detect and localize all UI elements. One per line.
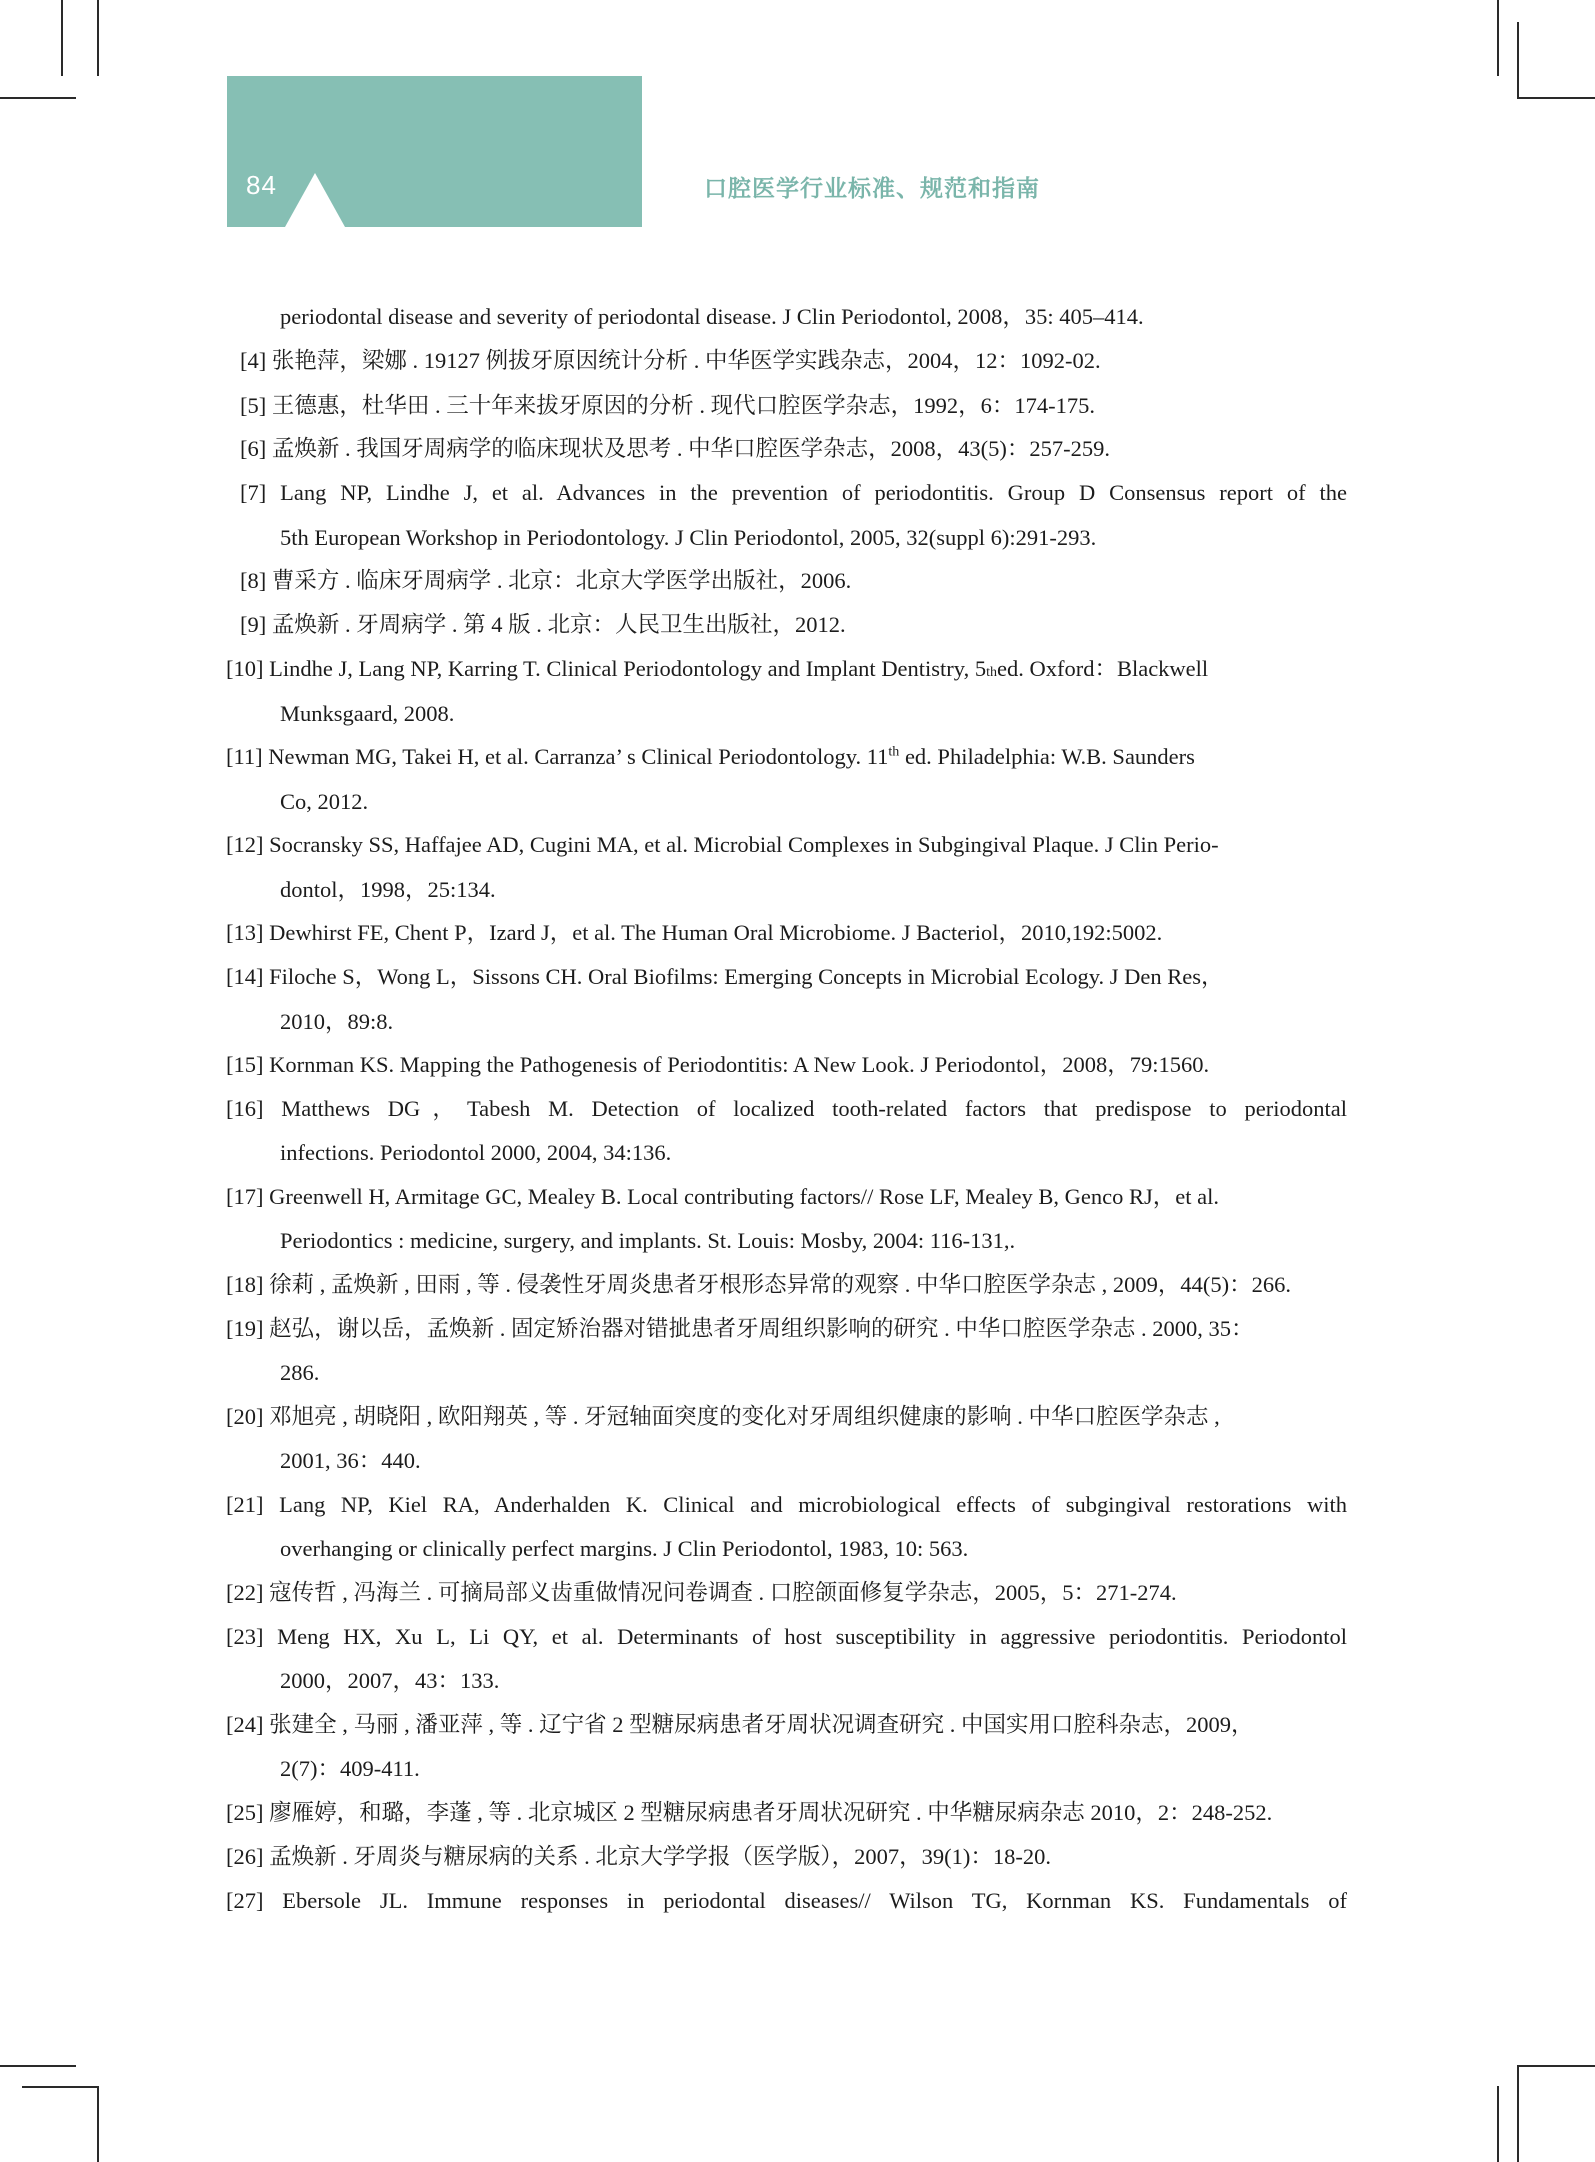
reference-line: [5] 王德惠，杜华田 . 三十年来拔牙原因的分析 . 现代口腔医学杂志，1992，6：174-175. bbox=[240, 393, 1095, 418]
crop-mark-bottom-left-vertical bbox=[97, 2086, 99, 2162]
crop-mark-bottom-left-inner-h bbox=[22, 2086, 98, 2088]
reference-line: [21] Lang NP, Kiel RA, Anderhalden K. Clinical and microbiological effects of subgingival restorations with bbox=[226, 1492, 1347, 1517]
reference-line: [22] 寇传哲 , 冯海兰 . 可摘局部义齿重做情况问卷调查 . 口腔颌面修复学杂志，2005，5：271-274. bbox=[226, 1580, 1177, 1605]
crop-mark-top-left-vertical bbox=[97, 0, 99, 76]
reference-line: [4] 张艳萍，梁娜 . 19127 例拔牙原因统计分析 . 中华医学实践杂志，2004，12：1092-02. bbox=[240, 348, 1101, 373]
reference-line: [16] Matthews DG，Tabesh M. Detection of localized tooth-related factors that predispose to periodontal bbox=[226, 1096, 1347, 1121]
crop-mark-bottom-right-horizontal bbox=[1517, 2065, 1595, 2067]
header-notch bbox=[285, 173, 345, 227]
reference-line: [14] Filoche S，Wong L，Sissons CH. Oral Biofilms: Emerging Concepts in Microbial Ecology. J Den Res， bbox=[226, 964, 1224, 989]
crop-mark-bottom-left-horizontal bbox=[0, 2065, 76, 2067]
reference-line: periodontal disease and severity of periodontal disease. J Clin Periodontol, 2008，35: 405–414. bbox=[280, 304, 1144, 329]
reference-line: [20] 邓旭亮 , 胡晓阳 , 欧阳翔英 , 等 . 牙冠轴面突度的变化对牙周组织健康的影响 . 中华口腔医学杂志 , bbox=[226, 1404, 1220, 1429]
crop-mark-bottom-right-inner-v bbox=[1517, 2065, 1519, 2162]
crop-mark-top-right-vertical bbox=[1497, 0, 1499, 76]
crop-mark-top-left-inner-h bbox=[0, 61, 76, 63]
reference-line: [15] Kornman KS. Mapping the Pathogenesis of Periodontitis: A New Look. J Periodontol，2008，79:1560. bbox=[226, 1052, 1210, 1077]
crop-mark-top-left-inner-v bbox=[61, 0, 63, 76]
reference-line: Munksgaard, 2008. bbox=[280, 701, 455, 726]
reference-line: [17] Greenwell H, Armitage GC, Mealey B. Local contributing factors// Rose LF, Mealey B, Genco RJ，et al. bbox=[226, 1184, 1219, 1209]
page-number: 84 bbox=[246, 170, 277, 200]
reference-text: ed. Oxford：Blackwell bbox=[996, 656, 1209, 681]
reference-line: [12] Socransky SS, Haffajee AD, Cugini MA, et al. Microbial Complexes in Subgingival Plaque. J Clin Perio- bbox=[226, 832, 1219, 857]
reference-line: [23] Meng HX, Xu L, Li QY, et al. Determinants of host susceptibility in aggressive periodontitis. Periodontol bbox=[226, 1624, 1347, 1649]
reference-line: infections. Periodontol 2000, 2004, 34:136. bbox=[280, 1140, 672, 1165]
reference-line: [25] 廖雁婷，和璐，李蓬 , 等 . 北京城区 2 型糖尿病患者牙周状况研究 . 中华糖尿病杂志 2010，2：248-252. bbox=[226, 1800, 1273, 1825]
reference-line: 2010，89:8. bbox=[280, 1009, 394, 1034]
reference-line-with-superscript: [10] Lindhe J, Lang NP, Karring T. Clinical Periodontology and Implant Dentistry, 5 th ed. Oxford：Blackwell bbox=[226, 654, 1347, 684]
crop-mark-top-right-horizontal bbox=[1517, 97, 1595, 99]
crop-mark-top-right-inner-v bbox=[1517, 22, 1519, 98]
reference-line: 2(7)：409-411. bbox=[280, 1756, 420, 1781]
reference-line: [27] Ebersole JL. Immune responses in periodontal diseases// Wilson TG, Kornman KS. Fundamentals of bbox=[226, 1888, 1347, 1913]
reference-line: 286. bbox=[280, 1360, 320, 1385]
reference-line: Co, 2012. bbox=[280, 789, 369, 814]
reference-line: [9] 孟焕新 . 牙周病学 . 第 4 版 . 北京：人民卫生出版社，2012. bbox=[240, 612, 846, 637]
superscript: th bbox=[888, 744, 900, 760]
reference-text: ed. Philadelphia: W.B. Saunders bbox=[899, 744, 1195, 769]
reference-line: [26] 孟焕新 . 牙周炎与糖尿病的关系 . 北京大学学报（医学版），2007，39(1)：18-20. bbox=[226, 1844, 1051, 1869]
reference-line: 2000，2007，43：133. bbox=[280, 1668, 500, 1693]
reference-line: [19] 赵弘，谢以岳，孟焕新 . 固定矫治器对错㧗患者牙周组织影响的研究 . 中华口腔医学杂志 . 2000, 35： bbox=[226, 1316, 1254, 1341]
reference-line: [13] Dewhirst FE, Chent P，Izard J，et al. The Human Oral Microbiome. J Bacteriol，2010,192:5002. bbox=[226, 920, 1163, 945]
reference-line: 2001, 36：440. bbox=[280, 1448, 421, 1473]
reference-line: [18] 徐莉 , 孟焕新 , 田雨 , 等 . 侵袭性牙周炎患者牙根形态异常的观察 . 中华口腔医学杂志 , 2009，44(5)：266. bbox=[226, 1272, 1291, 1297]
reference-line: [6] 孟焕新 . 我国牙周病学的临床现状及思考 . 中华口腔医学杂志，2008，43(5)：257-259. bbox=[240, 436, 1110, 461]
reference-line: [8] 曹采方 . 临床牙周病学 . 北京：北京大学医学出版社，2006. bbox=[240, 568, 852, 593]
crop-mark-top-left-horizontal bbox=[0, 97, 76, 99]
reference-text: [11] Newman MG, Takei H, et al. Carranza’ s Clinical Periodontology. 11 bbox=[226, 744, 889, 769]
running-title: 口腔医学行业标准、规范和指南 bbox=[704, 176, 1040, 202]
crop-mark-bottom-right-vertical bbox=[1497, 2086, 1499, 2162]
reference-text: [10] Lindhe J, Lang NP, Karring T. Clinical Periodontology and Implant Dentistry, 5 bbox=[226, 656, 987, 681]
reference-line: Periodontics : medicine, surgery, and implants. St. Louis: Mosby, 2004: 116-131,. bbox=[280, 1228, 1016, 1253]
reference-line-with-superscript bbox=[226, 742, 1195, 772]
reference-line: overhanging or clinically perfect margins. J Clin Periodontol, 1983, 10: 563. bbox=[280, 1536, 969, 1561]
reference-line: 5th European Workshop in Periodontology. J Clin Periodontol, 2005, 32(suppl 6):291-293. bbox=[280, 525, 1097, 550]
reference-line: [24] 张建全 , 马丽 , 潘亚萍 , 等 . 辽宁省 2 型糖尿病患者牙周状况调查研究 . 中国实用口腔科杂志，2009， bbox=[226, 1712, 1254, 1737]
reference-line: dontol，1998，25:134. bbox=[280, 877, 496, 902]
reference-line: [7] Lang NP, Lindhe J, et al. Advances in the prevention of periodontitis. Group D Consensus report of the bbox=[240, 480, 1347, 505]
